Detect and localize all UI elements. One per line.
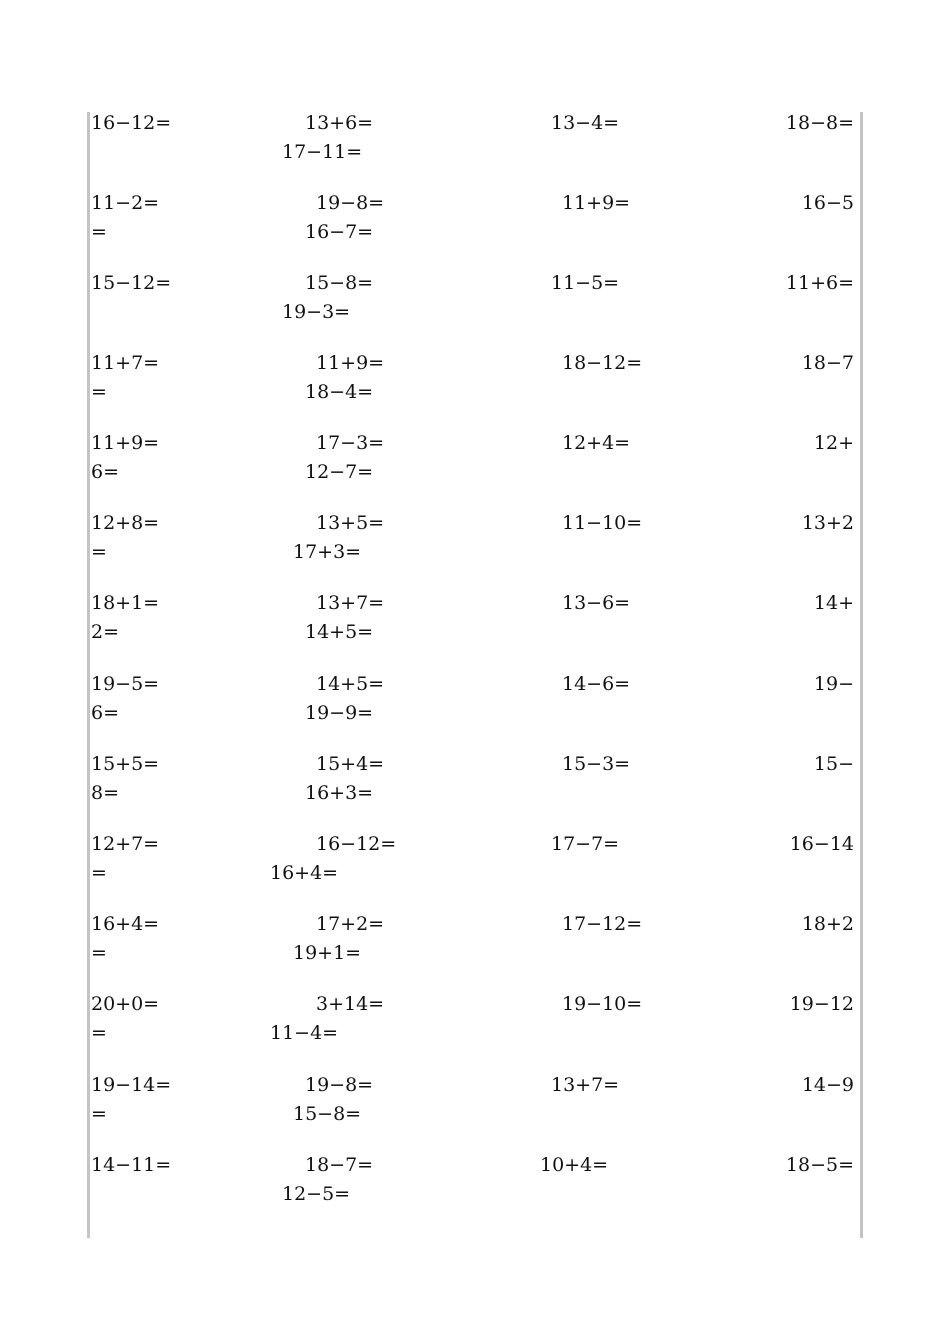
problem-col1: 11+7= [91, 352, 160, 374]
problem-col5: 15−8= [293, 1103, 362, 1125]
problem-col2: 19−8= [305, 1074, 374, 1096]
problem-row [0, 675, 950, 735]
problem-col4-wrap: 6= [91, 702, 120, 724]
problem-col5: 17−11= [282, 141, 363, 163]
problem-col5: 19+1= [293, 942, 362, 964]
problem-col5: 12−5= [282, 1183, 351, 1205]
problem-col4: 16−14 [789, 833, 854, 855]
problem-col1: 12+7= [91, 833, 160, 855]
problem-col4: 13+2 [801, 512, 854, 534]
problem-col3: 13−6= [562, 592, 631, 614]
problem-col3: 15−3= [562, 753, 631, 775]
problem-col4-wrap: = [91, 1103, 107, 1125]
problem-col4: 14−9 [801, 1074, 854, 1096]
problem-col4-wrap: = [91, 1022, 107, 1044]
problem-col4: 11+6= [785, 272, 854, 294]
problem-col1: 19−14= [91, 1074, 172, 1096]
problem-col3: 17−7= [551, 833, 620, 855]
problem-col1: 20+0= [91, 993, 160, 1015]
problem-row [0, 1076, 950, 1136]
problem-col2: 15−8= [305, 272, 374, 294]
problem-col3: 14−6= [562, 673, 631, 695]
problem-col3: 13+7= [551, 1074, 620, 1096]
problem-row [0, 274, 950, 334]
problem-col3: 11−10= [562, 512, 643, 534]
problem-row [0, 514, 950, 574]
problem-col4: 16−5 [801, 192, 854, 214]
problem-col4-wrap: = [91, 942, 107, 964]
problem-col3: 12+4= [562, 432, 631, 454]
problem-col2: 19−8= [316, 192, 385, 214]
problem-col5: 17+3= [293, 541, 362, 563]
problem-col1: 11+9= [91, 432, 160, 454]
problem-col4-wrap: = [91, 221, 107, 243]
problem-col2: 18−7= [305, 1154, 374, 1176]
problem-col1: 12+8= [91, 512, 160, 534]
problem-col4: 18−5= [785, 1154, 854, 1176]
problem-col4-wrap: = [91, 381, 107, 403]
problem-col2: 11+9= [316, 352, 385, 374]
problem-row [0, 915, 950, 975]
problem-row [0, 594, 950, 654]
problem-col1: 19−5= [91, 673, 160, 695]
problem-col2: 14+5= [316, 673, 385, 695]
problem-col4: 15− [813, 753, 854, 775]
problem-col3: 11+9= [562, 192, 631, 214]
problem-col3: 19−10= [562, 993, 643, 1015]
problem-col4: 18−8= [785, 112, 854, 134]
problem-row [0, 1156, 950, 1216]
problem-row [0, 995, 950, 1055]
problem-col2: 17−3= [316, 432, 385, 454]
problem-col3: 18−12= [562, 352, 643, 374]
problem-col3: 17−12= [562, 913, 643, 935]
problem-col5: 18−4= [305, 381, 374, 403]
problem-col4: 18+2 [801, 913, 854, 935]
problem-col2: 17+2= [316, 913, 385, 935]
problem-col5: 11−4= [270, 1022, 339, 1044]
problem-col2: 13+6= [305, 112, 374, 134]
problem-col1: 15+5= [91, 753, 160, 775]
problem-col2: 3+14= [316, 993, 385, 1015]
problem-col4-wrap: = [91, 862, 107, 884]
problem-col2: 13+7= [316, 592, 385, 614]
problem-col3: 11−5= [551, 272, 620, 294]
problem-col2: 15+4= [316, 753, 385, 775]
problem-col5: 14+5= [305, 621, 374, 643]
problem-col5: 16+4= [270, 862, 339, 884]
problem-col1: 11−2= [91, 192, 160, 214]
problem-col4: 12+ [813, 432, 854, 454]
problem-col5: 19−3= [282, 301, 351, 323]
problem-col4: 19−12 [789, 993, 854, 1015]
problem-col4: 14+ [813, 592, 854, 614]
problem-col4-wrap: 6= [91, 461, 120, 483]
problem-row [0, 755, 950, 815]
problem-col2: 16−12= [316, 833, 397, 855]
problem-col1: 16−12= [91, 112, 172, 134]
problem-col5: 16−7= [305, 221, 374, 243]
problem-col1: 16+4= [91, 913, 160, 935]
problem-col3: 13−4= [551, 112, 620, 134]
problem-col2: 13+5= [316, 512, 385, 534]
problem-col1: 15−12= [91, 272, 172, 294]
problem-row [0, 114, 950, 174]
problem-row [0, 194, 950, 254]
problem-col3: 10+4= [540, 1154, 609, 1176]
problem-row [0, 434, 950, 494]
problem-col4: 18−7 [801, 352, 854, 374]
problem-col5: 12−7= [305, 461, 374, 483]
problem-col4: 19− [813, 673, 854, 695]
problem-col4-wrap: 2= [91, 621, 120, 643]
problem-col4-wrap: 8= [91, 782, 120, 804]
problem-col5: 19−9= [305, 702, 374, 724]
problem-col4-wrap: = [91, 541, 107, 563]
problem-row [0, 835, 950, 895]
problem-col1: 18+1= [91, 592, 160, 614]
problem-col1: 14−11= [91, 1154, 172, 1176]
problem-row [0, 354, 950, 414]
problem-col5: 16+3= [305, 782, 374, 804]
